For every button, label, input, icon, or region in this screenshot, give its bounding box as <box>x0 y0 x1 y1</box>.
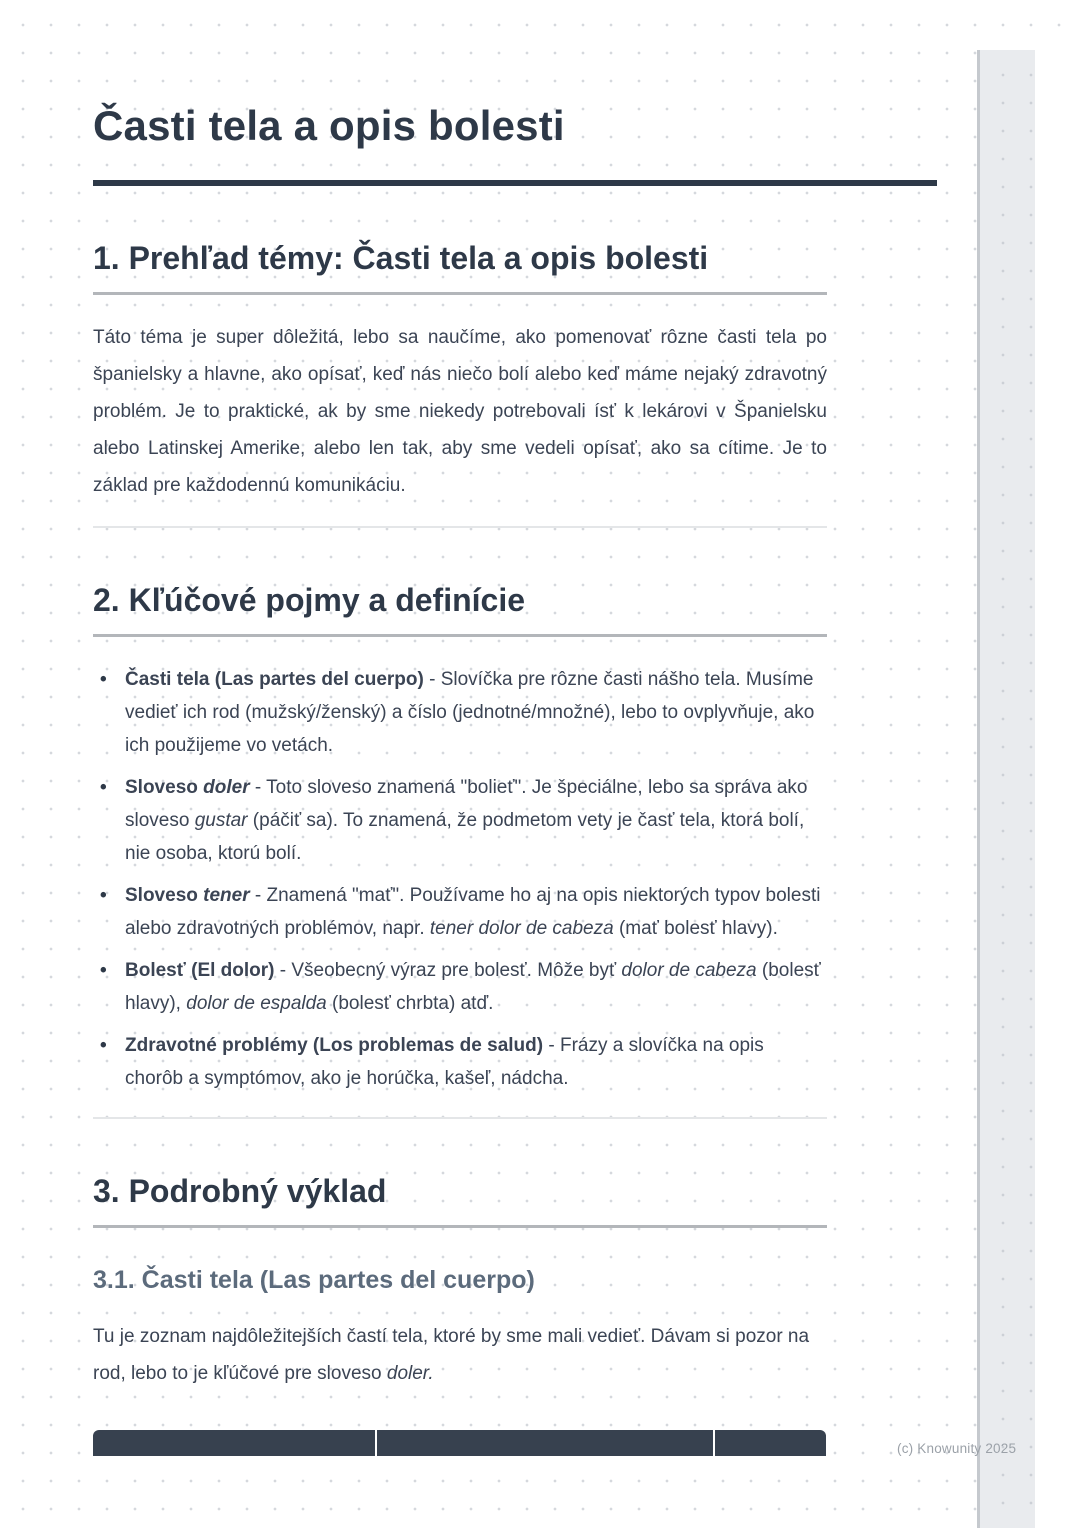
key-concepts-list <box>93 663 827 1095</box>
right-page-edge <box>1035 50 1080 1528</box>
section-overview <box>93 236 827 504</box>
list-item <box>93 663 827 762</box>
subsection-3-1-heading: 3.1. Časti tela (Las partes del cuerpo) <box>93 1266 535 1294</box>
section-separator <box>93 526 827 528</box>
section-1-heading: 1. Prehľad témy: Časti tela a opis bolesti <box>93 240 709 276</box>
bullet-icon: • <box>100 960 107 981</box>
bullet-icon: • <box>100 669 107 690</box>
section-3-heading: 3. Podrobný výklad <box>93 1173 387 1209</box>
right-margin-stripe <box>977 50 1035 1528</box>
list-item-text: Bolesť (El dolor) - Všeobecný výraz pre bolesť. Môže byť dolor de cabeza (bolesť hlavy), dolor de espalda (bolesť chrbta) atď. <box>125 960 821 1014</box>
table-header-cell <box>377 1430 713 1456</box>
title-divider <box>93 180 937 186</box>
section-1-heading-divider <box>93 292 827 295</box>
list-item <box>93 1029 827 1095</box>
list-item-text: Časti tela (Las partes del cuerpo) - Slovíčka pre rôzne časti nášho tela. Musíme vedieť ich rod (mužský/ženský) a číslo (jednotné/množné), lebo to ovplyvňuje, ako ich použijeme vo vetách. <box>125 669 815 756</box>
section-key-concepts <box>93 578 827 1095</box>
list-item-text: Zdravotné problémy (Los problemas de salud) - Frázy a slovíčka na opis chorôb a symptómov, ako je horúčka, kašeľ, nádcha. <box>125 1035 764 1089</box>
table-header-row <box>93 1430 826 1456</box>
list-item <box>93 954 827 1020</box>
section-2-heading: 2. Kľúčové pojmy a definície <box>93 582 526 618</box>
table-header-cell <box>715 1430 826 1456</box>
list-item <box>93 879 827 945</box>
section-detailed <box>93 1169 827 1392</box>
section-3-heading-divider <box>93 1225 827 1228</box>
section-1-paragraph: Táto téma je super dôležitá, lebo sa naučíme, ako pomenovať rôzne časti tela po španielsky a hlavne, ako opísať, keď nás niečo bolí alebo keď máme nejaký zdravotný problém. Je to praktické, ak by sme niekedy potrebovali ísť k lekárovi v Španielsku alebo Latinskej Amerike, alebo len tak, aby sme vedeli opísať, ako sa cítime. Je to základ pre každodennú komunikáciu. <box>93 327 827 496</box>
page-title: Časti tela a opis bolesti <box>93 102 565 149</box>
section-separator <box>93 1117 827 1119</box>
table-header-cell <box>93 1430 375 1456</box>
copyright-notice: (c) Knowunity 2025 <box>897 1441 1017 1456</box>
bullet-icon: • <box>100 885 107 906</box>
document-content <box>93 0 827 1456</box>
bullet-icon: • <box>100 1035 107 1056</box>
bullet-icon: • <box>100 777 107 798</box>
subsection-3-1-paragraph: Tu je zoznam najdôležitejších častí tela, ktoré by sme mali vedieť. Dávam si pozor na rod, lebo to je kľúčové pre sloveso doler. <box>93 1326 810 1384</box>
list-item-text: Sloveso doler - Toto sloveso znamená "bolieť". Je špeciálne, lebo sa správa ako sloveso gustar (páčiť sa). To znamená, že podmetom vety je časť tela, ktorá bolí, nie osoba, ktorú bolí. <box>125 777 808 864</box>
list-item <box>93 771 827 870</box>
list-item-text: Sloveso tener - Znamená "mať". Používame ho aj na opis niektorých typov bolesti alebo zdravotných problémov, napr. tener dolor de cabeza (mať bolesť hlavy). <box>125 885 821 939</box>
section-2-heading-divider <box>93 634 827 637</box>
